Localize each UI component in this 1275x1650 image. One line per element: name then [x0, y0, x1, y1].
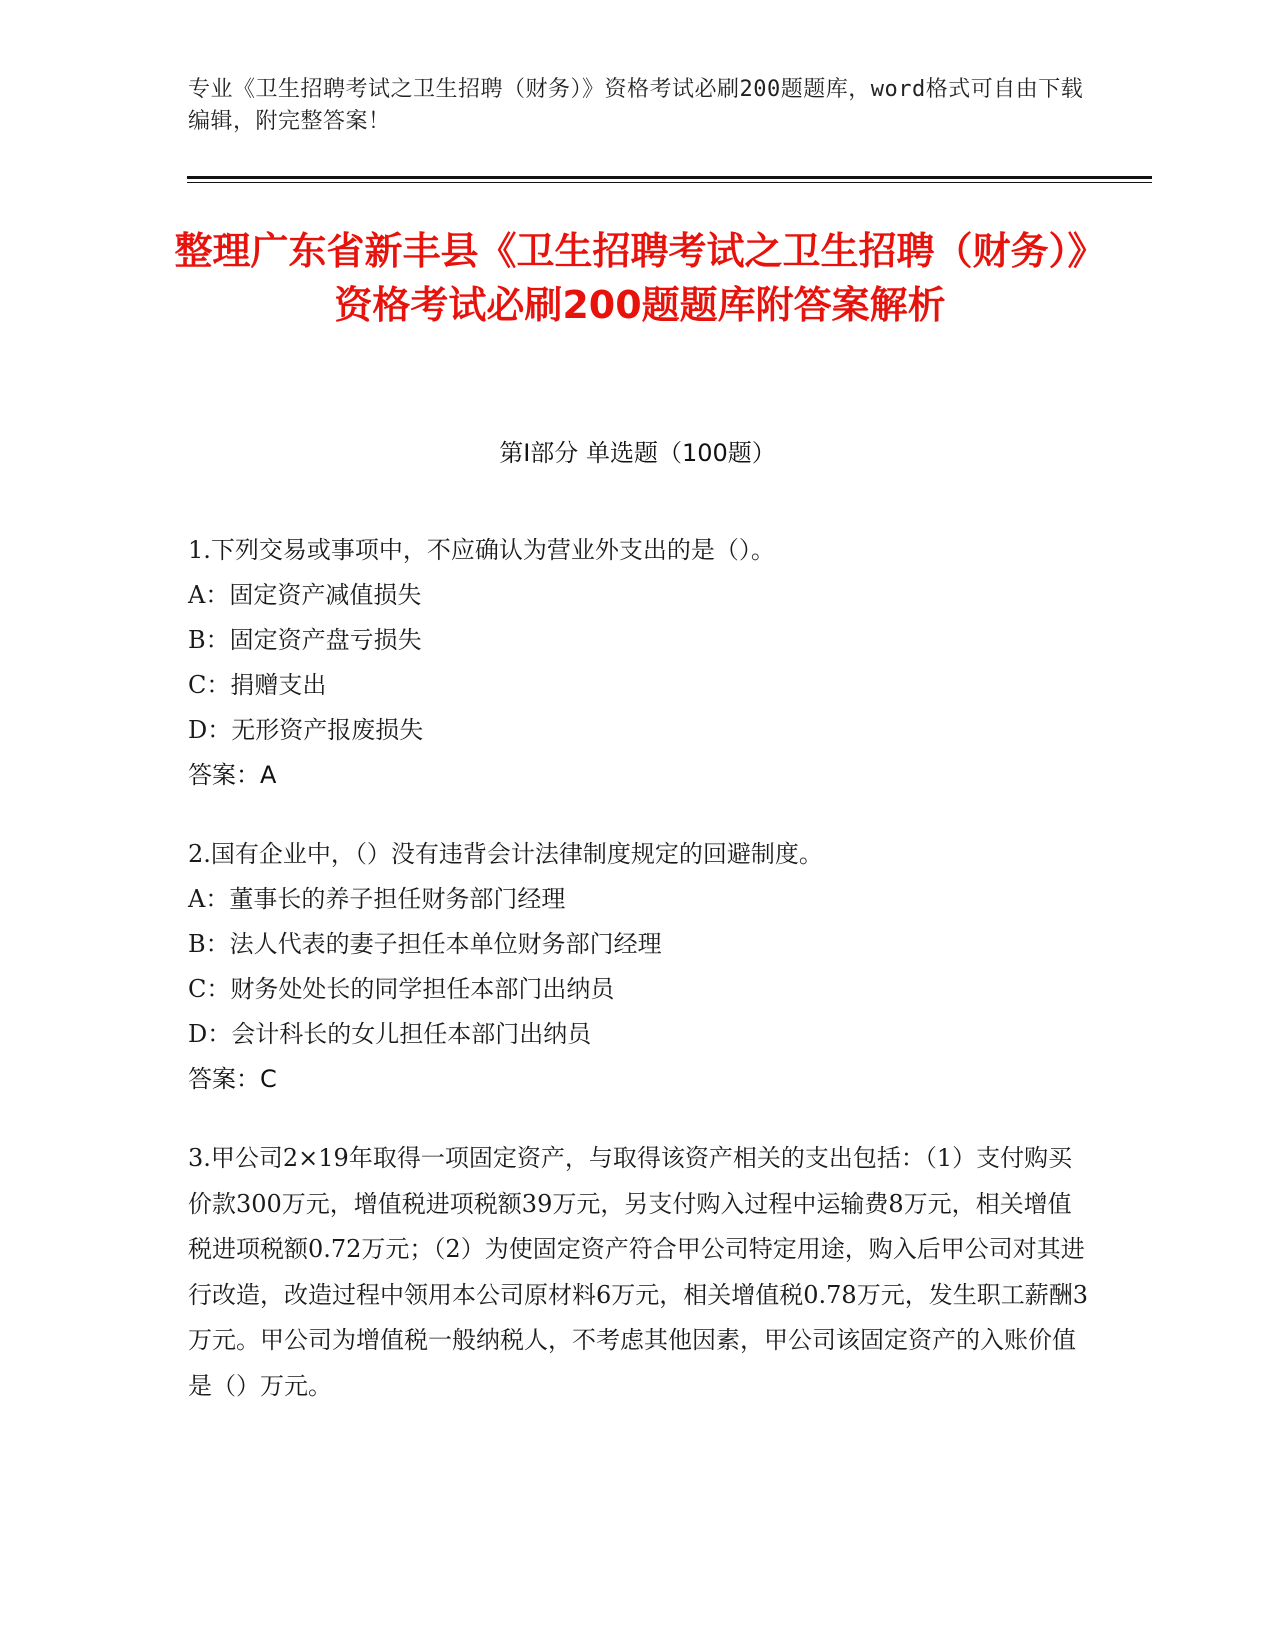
option-d: D：无形资产报废损失 [188, 716, 424, 744]
answer-line: 答案：C [188, 1065, 277, 1093]
header-divider-thin [187, 182, 1152, 183]
question-3 [188, 1136, 1088, 1409]
option-d: D：会计科长的女儿担任本部门出纳员 [188, 1020, 592, 1048]
header-divider-thick [187, 176, 1152, 179]
option-c: C：财务处处长的同学担任本部门出纳员 [188, 975, 615, 1003]
question-list [188, 528, 1088, 1443]
question-stem: 2.国有企业中，（）没有违背会计法律制度规定的回避制度。 [188, 840, 823, 868]
section-title: 第Ⅰ部分 单选题（100题） [499, 439, 776, 467]
option-a: A：董事长的养子担任财务部门经理 [188, 885, 566, 913]
question-2 [188, 832, 1088, 1102]
question-stem: 1.下列交易或事项中，不应确认为营业外支出的是（）。 [188, 536, 775, 564]
document-title: 整理广东省新丰县《卫生招聘考试之卫生招聘（财务）》资格考试必刷200题题库附答案解析 [174, 229, 1106, 327]
answer-line: 答案：A [188, 761, 277, 789]
question-1 [188, 528, 1088, 798]
option-a: A：固定资产减值损失 [188, 581, 422, 609]
option-b: B：固定资产盘亏损失 [188, 626, 422, 654]
option-c: C：捐赠支出 [188, 671, 327, 699]
header-note: 专业《卫生招聘考试之卫生招聘（财务）》资格考试必刷200题题库，word格式可自由下载编辑，附完整答案！ [188, 77, 1084, 134]
option-b: B：法人代表的妻子担任本单位财务部门经理 [188, 930, 662, 958]
question-stem: 3.甲公司2×19年取得一项固定资产，与取得该资产相关的支出包括：（1）支付购买价款300万元，增值税进项税额39万元，另支付购入过程中运输费8万元，相关增值税进项税额0.72万元；（2）为使固定资产符合甲公司特定用途，购入后甲公司对其进行改造，改造过程中领用本公司原材料6万元，相关增值税0.78万元，发生职工薪酬3万元。甲公司为增值税一般纳税人，不考虑其他因素，甲公司该固定资产的入账价值是（）万元。 [188, 1144, 1088, 1400]
